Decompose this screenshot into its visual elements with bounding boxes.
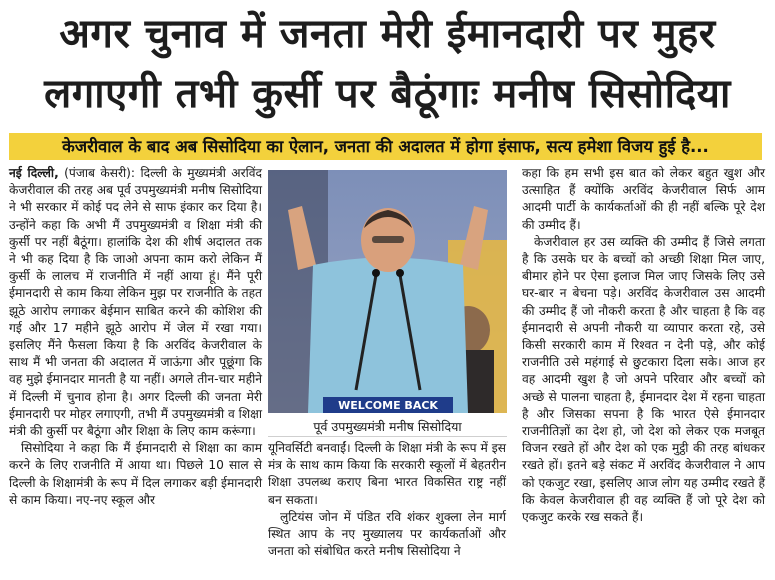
welcome-banner-text: WELCOME BACK bbox=[338, 399, 438, 412]
paragraph-text: (पंजाब केसरी): दिल्ली के मुख्यमंत्री अरविंद केजरीवाल की तरह अब पूर्व उपमुख्यमंत्री मनीष सिसोदिया ने भी सरकार में कोई पद लेने से साफ इंकार कर दिया है। उन्होंने कहा कि अभी मैं उपमुख्यमंत्री व शिक्षा मंत्री की कुर्सी पर नहीं बैठूंगा। हालांकि देश की शीर्ष अदालत तक ने भी कह दिया है कि जाओ अपना काम करो लेकिन मैं कुर्सी के लालच में राजनीति में नहीं आया हूं। मैंने पूरी ईमानदारी से काम किया लेकिन मुझ पर राजनीति के तहत झूठे आरोप लगाकर बेईमान साबित करने की कोशिश की गई और 17 महीने झूठे आरोप में जेल में रखा गया। इसलिए मैंने फैसला किया है कि अरविंद केजरीवाल के साथ मैं भी जनता की अदालत में जाऊंगा और पूछूंगा कि वह मुझे ईमानदार मानती है या नहीं। अगले तीन-चार महीने में दिल्ली में चुनाव होना है। अगर दिल्ली की जनता मेरी ईमानदारी पर मोहर लगाएगी, तभी मैं उपमुख्यमंत्री व शिक्षा मंत्री की कुर्सी पर बैठूंगा और शिक्षा के लिए काम करूंगा। bbox=[9, 166, 263, 439]
news-photo bbox=[268, 170, 507, 413]
headline-line-2: लगाएगी तभी कुर्सी पर बैठूंगाः मनीष सिसोदिया bbox=[44, 71, 731, 117]
article-paragraph bbox=[9, 165, 262, 440]
article-paragraph: लुटियंस जोन में पंडित रवि शंकर शुक्ला लेन मार्ग स्थित आप के नए मुख्यालय पर कार्यकर्ताओं और जनता को संबोधित करते मनीष सिसोदिया ने bbox=[268, 509, 506, 559]
photo-caption: पूर्व उपमुख्यमंत्री मनीष सिसोदिया bbox=[268, 417, 507, 437]
article-column-1 bbox=[9, 165, 262, 509]
dateline: नई दिल्ली, bbox=[9, 166, 59, 180]
article-paragraph: यूनिवर्सिटी बनवाईं। दिल्ली के शिक्षा मंत्री के रूप में इस मंत्र के साथ काम किया कि सरकारी स्कूलों में बेहतरीन शिक्षा उपलब्ध कराए बिना भारत विकसित राष्ट्र नहीं बन सकता। bbox=[268, 441, 506, 507]
photo-illustration bbox=[268, 170, 507, 413]
article-paragraph: कहा कि हम सभी इस बात को लेकर बहुत खुश और उत्साहित हैं क्योंकि अरविंद केजरीवाल सिर्फ आम आदमी पार्टी के कार्यकर्ताओं की ही नहीं बल्कि पूरे देश की उम्मीद हैं। bbox=[522, 166, 765, 232]
headline bbox=[0, 4, 775, 124]
article-column-2 bbox=[268, 440, 506, 560]
headline-line-1: अगर चुनाव में जनता मेरी ईमानदारी पर मुहर bbox=[59, 11, 716, 57]
subheading-banner: केजरीवाल के बाद अब सिसोदिया का ऐलान, जनता की अदालत में होगा इंसाफ, सत्य हमेशा विजय हुई है... bbox=[9, 133, 762, 160]
article-paragraph: केजरीवाल हर उस व्यक्ति की उम्मीद हैं जिसे लगता है कि उसके घर के बच्चों को अच्छी शिक्षा मिल जाए, बीमार होने पर ऐसा इलाज मिल जाए जिसके लिए उसे घर-बार न बेचना पड़े। अरविंद केजरीवाल उस आदमी की उम्मीद हैं जो नौकरी करता है और चाहता है कि वह ईमानदारी से अपनी नौकरी या व्यापार करता रहे, उसे किसी सरकारी काम में रिश्वत न देनी पड़े, और कोई राजनीति उसे महंगाई से छुटकारा दिला सके। आज हर वह आदमी खुश है जो अपने परिवार और बच्चों को अच्छे से पालना चाहता है, ईमानदार देश में रहना चाहता है और जिसका सपना है कि भारत ऐसे ईमानदार राजनीतिज्ञों का देश हो, जो देश को लेकर एक मजबूत विजन रखते हों और देश को एक मुट्ठी की तरह बांधकर रखते हों। इतने बड़े संकट में अरविंद केजरीवाल ने आप को एकजुट रखा, इसलिए आज लोग यह उम्मीद रखते हैं कि केवल केजरीवाल ही वह व्यक्ति हैं जो पूरे देश को एकजुट करके रख सकते हैं। bbox=[522, 234, 765, 525]
article-paragraph: सिसोदिया ने कहा कि मैं ईमानदारी से शिक्षा का काम करने के लिए राजनीति में आया था। पिछले 10 साल से दिल्ली के शिक्षामंत्री के रूप में दिल लगाकर बड़ी ईमानदारी से काम किया। नए-नए स्कूल और bbox=[9, 441, 262, 507]
article-column-3 bbox=[522, 165, 765, 526]
